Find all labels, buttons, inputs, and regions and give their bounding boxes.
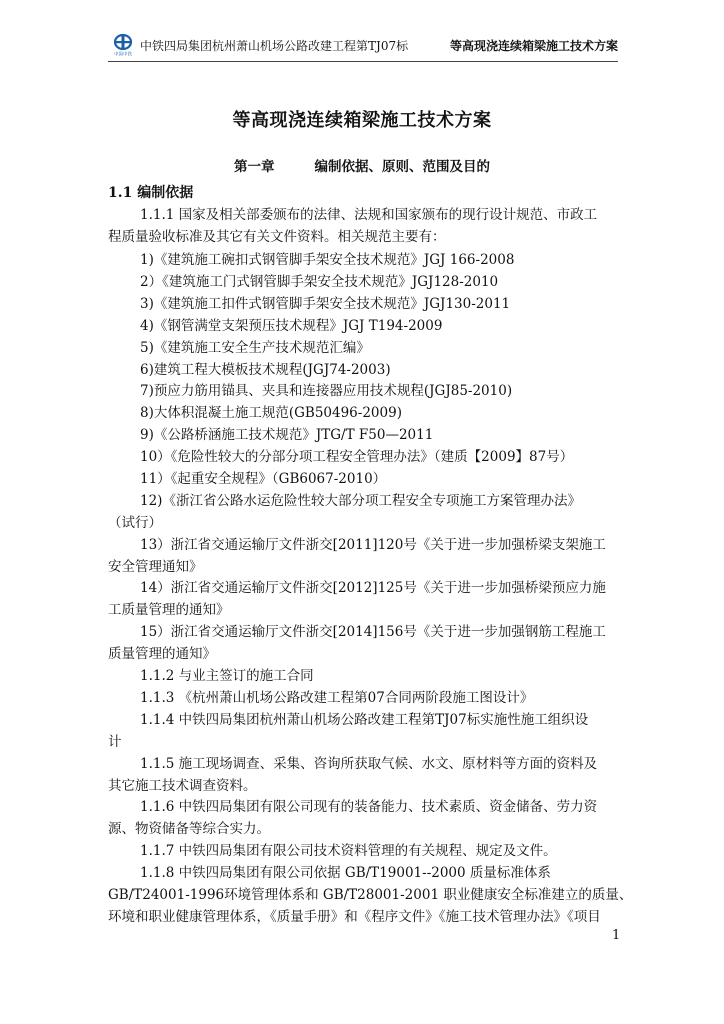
body-line: 1.1.8 中铁四局集团有限公司依据 GB/T19001--2000 质量标准体系 bbox=[140, 865, 551, 881]
body-line: 6)建筑工程大模板技术规程(JGJ74-2003) bbox=[140, 362, 391, 378]
body-line: 1.1.4 中铁四局集团杭州萧山机场公路改建工程第TJ07标实施性施工组织设 bbox=[140, 712, 589, 728]
body-line: 1.1.1 国家及相关部委颁布的法律、法规和国家颁布的现行设计规范、市政工 bbox=[140, 207, 598, 223]
body-line: 7)预应力筋用锚具、夹具和连接器应用技术规程(JGJ85-2010) bbox=[140, 383, 513, 399]
body-line: 9)《公路桥涵施工技术规范》JTG/T F50—2011 bbox=[140, 427, 434, 443]
body-line: 计 bbox=[108, 734, 122, 750]
body-line: 1)《建筑施工碗扣式钢管脚手架安全技术规范》JGJ 166-2008 bbox=[140, 252, 515, 268]
body-line: 12)《浙江省公路水运危险性较大部分项工程安全专项施工方案管理办法》 bbox=[140, 493, 581, 509]
document-title: 等高现浇连续箱梁施工技术方案 bbox=[232, 110, 492, 131]
body-line: 安全管理通知》 bbox=[108, 559, 203, 575]
page-number: 1 bbox=[612, 928, 621, 943]
body-line: 程质量验收标准及其它有关文件资料。相关规范主要有： bbox=[108, 229, 446, 245]
body-line: 1.1.6 中铁四局集团有限公司现有的装备能力、技术素质、资金储备、劳力资 bbox=[140, 799, 598, 815]
body-line: 1.1.7 中铁四局集团有限公司技术资料管理的有关规程、规定及文件。 bbox=[140, 843, 557, 859]
body-line: 工质量管理的通知》 bbox=[108, 602, 230, 618]
logo-text: 中国中铁 bbox=[114, 52, 132, 57]
header-project-name: 中铁四局集团杭州萧山机场公路改建工程第TJ07标 bbox=[140, 39, 409, 53]
body-line: 2）《建筑施工门式钢管脚手架安全技术规范》JGJ128-2010 bbox=[140, 274, 499, 290]
body-line: GB/T24001-1996环境管理体系和 GB/T28001-2001 职业健康安全标准建立的质量、 bbox=[108, 887, 633, 903]
body-line: 源、物资储备等综合实力。 bbox=[108, 821, 270, 837]
china-railway-logo bbox=[108, 33, 138, 57]
body-line: 5)《建筑施工安全生产技术规范汇编》 bbox=[140, 340, 370, 356]
chapter-name: 编制依据、原则、范围及目的 bbox=[314, 159, 490, 175]
body-line: 1.1.3 《杭州萧山机场公路改建工程第07合同两阶段施工图设计》 bbox=[140, 690, 534, 706]
body-line: 环境和职业健康管理体系，《质量手册》和《程序文件》《施工技术管理办法》《项目 bbox=[108, 909, 601, 925]
body-line: 4)《钢管满堂支架预压技术规程》JGJ T194-2009 bbox=[140, 318, 443, 334]
body-line: （试行） bbox=[108, 515, 162, 531]
body-line: 8)大体积混凝土施工规范(GB50496-2009) bbox=[140, 405, 402, 421]
body-line: 13）浙江省交通运输厅文件浙交[2011]120号《关于进一步加强桥梁支架施工 bbox=[140, 537, 606, 553]
body-line: 14）浙江省交通运输厅文件浙交[2012]125号《关于进一步加强桥梁预应力施 bbox=[140, 580, 606, 596]
chapter-heading bbox=[0, 155, 724, 175]
body-line: 3)《建筑施工扣件式钢管脚手架安全技术规范》JGJ130-2011 bbox=[140, 296, 511, 312]
body-line: 其它施工技术调查资料。 bbox=[108, 778, 257, 794]
section-heading: 1.1 编制依据 bbox=[108, 185, 194, 201]
page-header bbox=[108, 33, 618, 62]
body-line: 1.1.2 与业主签订的施工合同 bbox=[140, 668, 314, 684]
body-line: 质量管理的通知》 bbox=[108, 646, 216, 662]
body-line: 15）浙江省交通运输厅文件浙交[2014]156号《关于进一步加强钢筋工程施工 bbox=[140, 624, 606, 640]
header-document-title: 等高现浇连续箱梁施工技术方案 bbox=[449, 39, 618, 53]
body-line: 11）《起重安全规程》（GB6067-2010） bbox=[140, 471, 387, 487]
body-line: 10）《危险性较大的分部分项工程安全管理办法》（建质【2009】87号） bbox=[140, 449, 574, 465]
chapter-number: 第一章 bbox=[234, 159, 275, 175]
body-line: 1.1.5 施工现场调查、采集、咨询所获取气候、水文、原材料等方面的资料及 bbox=[140, 756, 598, 772]
